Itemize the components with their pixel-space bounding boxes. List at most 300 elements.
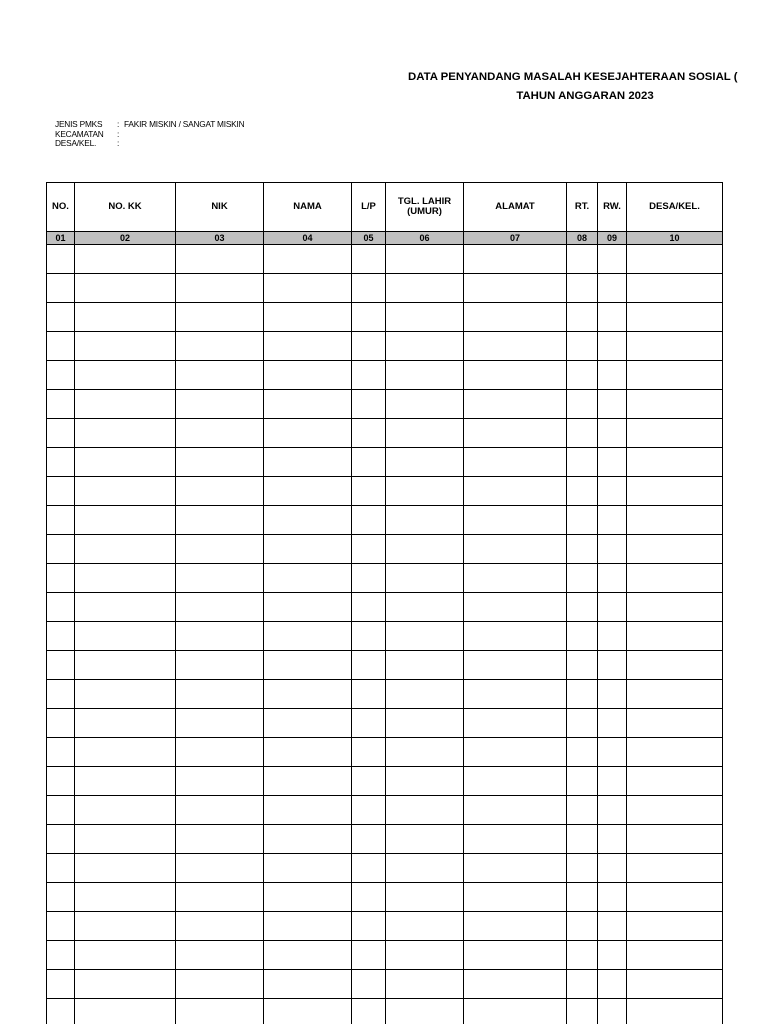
table-cell[interactable]	[386, 622, 464, 651]
table-cell[interactable]	[627, 767, 723, 796]
table-cell[interactable]	[352, 709, 386, 738]
table-cell[interactable]	[264, 274, 352, 303]
table-cell[interactable]	[386, 245, 464, 274]
table-cell[interactable]	[352, 622, 386, 651]
table-cell[interactable]	[176, 825, 264, 854]
table-cell[interactable]	[264, 854, 352, 883]
table-cell[interactable]	[598, 419, 627, 448]
table-cell[interactable]	[264, 796, 352, 825]
table-cell[interactable]	[352, 274, 386, 303]
table-cell[interactable]	[598, 593, 627, 622]
table-cell[interactable]	[386, 854, 464, 883]
table-cell[interactable]	[352, 448, 386, 477]
table-cell[interactable]	[75, 419, 176, 448]
table-cell[interactable]	[75, 767, 176, 796]
table-cell[interactable]	[598, 796, 627, 825]
table-cell[interactable]	[75, 738, 176, 767]
table-cell[interactable]	[47, 477, 75, 506]
table-cell[interactable]	[464, 825, 567, 854]
table-cell[interactable]	[75, 506, 176, 535]
table-cell[interactable]	[627, 738, 723, 767]
table-cell[interactable]	[176, 767, 264, 796]
table-cell[interactable]	[176, 999, 264, 1024]
table-cell[interactable]	[464, 564, 567, 593]
table-cell[interactable]	[352, 912, 386, 941]
table-cell[interactable]	[464, 738, 567, 767]
table-row	[47, 970, 723, 999]
table-cell[interactable]	[176, 883, 264, 912]
table-cell[interactable]	[352, 477, 386, 506]
info-separator: :	[117, 119, 120, 129]
table-cell[interactable]	[47, 535, 75, 564]
table-cell[interactable]	[386, 912, 464, 941]
table-cell[interactable]	[627, 361, 723, 390]
table-cell[interactable]	[567, 506, 598, 535]
table-cell[interactable]	[627, 506, 723, 535]
table-cell[interactable]	[598, 883, 627, 912]
table-cell[interactable]	[386, 941, 464, 970]
table-cell[interactable]	[567, 593, 598, 622]
table-cell[interactable]	[567, 448, 598, 477]
table-cell[interactable]	[47, 622, 75, 651]
table-cell[interactable]	[627, 274, 723, 303]
table-cell[interactable]	[464, 477, 567, 506]
table-cell[interactable]	[386, 303, 464, 332]
table-row	[47, 622, 723, 651]
info-separator: :	[117, 138, 120, 149]
table-cell[interactable]	[598, 564, 627, 593]
table-row	[47, 245, 723, 274]
table-cell[interactable]	[627, 796, 723, 825]
table-cell[interactable]	[47, 738, 75, 767]
table-cell[interactable]	[464, 767, 567, 796]
table-cell[interactable]	[47, 506, 75, 535]
table-cell[interactable]	[598, 245, 627, 274]
table-cell[interactable]	[264, 535, 352, 564]
table-cell[interactable]	[464, 448, 567, 477]
table-cell[interactable]	[47, 709, 75, 738]
table-cell[interactable]	[627, 477, 723, 506]
table-cell[interactable]	[598, 738, 627, 767]
table-cell[interactable]	[598, 912, 627, 941]
table-cell[interactable]	[598, 854, 627, 883]
table-cell[interactable]	[464, 535, 567, 564]
table-row	[47, 564, 723, 593]
table-cell[interactable]	[47, 564, 75, 593]
table-cell[interactable]	[464, 361, 567, 390]
table-cell[interactable]	[176, 274, 264, 303]
table-cell[interactable]	[464, 999, 567, 1024]
table-cell[interactable]	[352, 767, 386, 796]
table-cell[interactable]	[567, 274, 598, 303]
table-cell[interactable]	[176, 622, 264, 651]
table-cell[interactable]	[47, 912, 75, 941]
table-row	[47, 448, 723, 477]
table-cell[interactable]	[176, 738, 264, 767]
table-cell[interactable]	[176, 419, 264, 448]
table-cell[interactable]	[176, 361, 264, 390]
table-cell[interactable]	[567, 999, 598, 1024]
table-cell[interactable]	[264, 245, 352, 274]
table-cell[interactable]	[567, 883, 598, 912]
table-cell[interactable]	[47, 970, 75, 999]
table-cell[interactable]	[627, 825, 723, 854]
table-cell[interactable]	[176, 564, 264, 593]
table-cell[interactable]	[627, 999, 723, 1024]
table-cell[interactable]	[567, 709, 598, 738]
table-cell[interactable]	[176, 651, 264, 680]
document-title: DATA PENYANDANG MASALAH KESEJAHTERAAN SOSIAL (	[408, 71, 738, 83]
column-header: RT.	[567, 183, 598, 232]
table-cell[interactable]	[627, 622, 723, 651]
table-cell[interactable]	[75, 245, 176, 274]
table-cell[interactable]	[386, 738, 464, 767]
table-cell[interactable]	[567, 854, 598, 883]
table-cell[interactable]	[352, 796, 386, 825]
table-cell[interactable]	[75, 999, 176, 1024]
table-cell[interactable]	[264, 970, 352, 999]
table-cell[interactable]	[627, 448, 723, 477]
table-cell[interactable]	[386, 999, 464, 1024]
table-cell[interactable]	[176, 912, 264, 941]
table-cell[interactable]	[176, 448, 264, 477]
table-cell[interactable]	[627, 564, 723, 593]
table-cell[interactable]	[264, 564, 352, 593]
table-cell[interactable]	[47, 941, 75, 970]
table-cell[interactable]	[264, 361, 352, 390]
table-cell[interactable]	[352, 738, 386, 767]
table-cell[interactable]	[567, 825, 598, 854]
table-cell[interactable]	[386, 274, 464, 303]
table-cell[interactable]	[47, 390, 75, 419]
table-cell[interactable]	[386, 709, 464, 738]
table-cell[interactable]	[176, 593, 264, 622]
table-body	[47, 245, 723, 1024]
table-cell[interactable]	[386, 361, 464, 390]
table-cell[interactable]	[386, 564, 464, 593]
table-cell[interactable]	[176, 796, 264, 825]
table-cell[interactable]	[464, 303, 567, 332]
table-cell[interactable]	[598, 390, 627, 419]
document-subtitle: TAHUN ANGGARAN 2023	[516, 90, 654, 102]
table-cell[interactable]	[264, 709, 352, 738]
table-cell[interactable]	[627, 912, 723, 941]
column-header: RW.	[598, 183, 627, 232]
table-cell[interactable]	[598, 303, 627, 332]
table-row	[47, 999, 723, 1024]
table-cell[interactable]	[264, 419, 352, 448]
table-cell[interactable]	[598, 535, 627, 564]
table-cell[interactable]	[352, 941, 386, 970]
table-cell[interactable]	[264, 477, 352, 506]
table-cell[interactable]	[598, 999, 627, 1024]
table-cell[interactable]	[598, 970, 627, 999]
table-cell[interactable]	[464, 593, 567, 622]
table-cell[interactable]	[464, 883, 567, 912]
table-cell[interactable]	[598, 332, 627, 361]
table-cell[interactable]	[264, 332, 352, 361]
table-cell[interactable]	[598, 361, 627, 390]
column-number: 10	[627, 232, 723, 245]
table-cell[interactable]	[627, 970, 723, 999]
table-cell[interactable]	[176, 709, 264, 738]
table-cell[interactable]	[627, 419, 723, 448]
table-cell[interactable]	[352, 680, 386, 709]
table-cell[interactable]	[386, 825, 464, 854]
table-cell[interactable]	[464, 709, 567, 738]
table-cell[interactable]	[264, 912, 352, 941]
table-cell[interactable]	[264, 680, 352, 709]
table-cell[interactable]	[176, 941, 264, 970]
column-header: L/P	[352, 183, 386, 232]
table-cell[interactable]	[264, 506, 352, 535]
info-separator: :	[117, 128, 120, 139]
table-cell[interactable]	[264, 767, 352, 796]
table-cell[interactable]	[627, 941, 723, 970]
table-cell[interactable]	[75, 680, 176, 709]
table-cell[interactable]	[352, 419, 386, 448]
table-cell[interactable]	[464, 680, 567, 709]
table-cell[interactable]	[386, 390, 464, 419]
table-row	[47, 738, 723, 767]
table-cell[interactable]	[598, 825, 627, 854]
table-cell[interactable]	[352, 651, 386, 680]
table-cell[interactable]	[567, 361, 598, 390]
table-cell[interactable]	[47, 767, 75, 796]
table-cell[interactable]	[598, 767, 627, 796]
table-cell[interactable]	[47, 999, 75, 1024]
table-cell[interactable]	[176, 477, 264, 506]
table-cell[interactable]	[47, 303, 75, 332]
table-cell[interactable]	[47, 854, 75, 883]
table-cell[interactable]	[352, 535, 386, 564]
table-cell[interactable]	[598, 477, 627, 506]
table-cell[interactable]	[75, 332, 176, 361]
table-cell[interactable]	[386, 593, 464, 622]
table-cell[interactable]	[264, 941, 352, 970]
table-cell[interactable]	[75, 535, 176, 564]
table-cell[interactable]	[567, 767, 598, 796]
table-row	[47, 303, 723, 332]
table-cell[interactable]	[264, 593, 352, 622]
table-cell[interactable]	[47, 593, 75, 622]
table-cell[interactable]	[75, 825, 176, 854]
table-cell[interactable]	[176, 332, 264, 361]
table-cell[interactable]	[75, 390, 176, 419]
table-cell[interactable]	[264, 883, 352, 912]
table-cell[interactable]	[567, 796, 598, 825]
table-cell[interactable]	[627, 883, 723, 912]
table-cell[interactable]	[352, 506, 386, 535]
table-cell[interactable]	[352, 564, 386, 593]
table-cell[interactable]	[567, 245, 598, 274]
table-cell[interactable]	[386, 535, 464, 564]
table-cell[interactable]	[176, 535, 264, 564]
table-cell[interactable]	[176, 506, 264, 535]
table-cell[interactable]	[627, 303, 723, 332]
table-cell[interactable]	[598, 622, 627, 651]
table-row	[47, 274, 723, 303]
table-cell[interactable]	[264, 390, 352, 419]
table-cell[interactable]	[386, 506, 464, 535]
table-cell[interactable]	[386, 970, 464, 999]
table-cell[interactable]	[464, 506, 567, 535]
table-cell[interactable]	[627, 680, 723, 709]
table-row	[47, 506, 723, 535]
table-cell[interactable]	[47, 361, 75, 390]
table-row	[47, 709, 723, 738]
table-cell[interactable]	[598, 274, 627, 303]
table-cell[interactable]	[47, 651, 75, 680]
table-cell[interactable]	[264, 448, 352, 477]
table-cell[interactable]	[386, 651, 464, 680]
table-cell[interactable]	[464, 651, 567, 680]
table-cell[interactable]	[567, 622, 598, 651]
table-cell[interactable]	[352, 245, 386, 274]
table-cell[interactable]	[386, 767, 464, 796]
table-cell[interactable]	[352, 361, 386, 390]
table-cell[interactable]	[264, 303, 352, 332]
table-cell[interactable]	[598, 448, 627, 477]
table-cell[interactable]	[352, 825, 386, 854]
table-cell[interactable]	[598, 941, 627, 970]
table-row	[47, 361, 723, 390]
table-cell[interactable]	[627, 332, 723, 361]
table-cell[interactable]	[598, 680, 627, 709]
table-cell[interactable]	[176, 970, 264, 999]
table-cell[interactable]	[352, 593, 386, 622]
column-number-row	[47, 232, 723, 245]
table-cell[interactable]	[352, 883, 386, 912]
table-cell[interactable]	[75, 854, 176, 883]
table-cell[interactable]	[75, 883, 176, 912]
table-cell[interactable]	[567, 419, 598, 448]
table-cell[interactable]	[386, 477, 464, 506]
table-cell[interactable]	[627, 651, 723, 680]
table-cell[interactable]	[75, 622, 176, 651]
table-cell[interactable]	[75, 448, 176, 477]
table-cell[interactable]	[75, 477, 176, 506]
table-cell[interactable]	[47, 448, 75, 477]
table-cell[interactable]	[47, 419, 75, 448]
table-cell[interactable]	[75, 303, 176, 332]
table-cell[interactable]	[47, 274, 75, 303]
column-number: 02	[75, 232, 176, 245]
table-cell[interactable]	[567, 564, 598, 593]
table-cell[interactable]	[627, 593, 723, 622]
table-cell[interactable]	[567, 680, 598, 709]
column-number: 05	[352, 232, 386, 245]
table-cell[interactable]	[627, 245, 723, 274]
table-cell[interactable]	[176, 854, 264, 883]
table-cell[interactable]	[75, 912, 176, 941]
table-cell[interactable]	[176, 680, 264, 709]
table-cell[interactable]	[75, 274, 176, 303]
table-cell[interactable]	[567, 303, 598, 332]
table-cell[interactable]	[352, 332, 386, 361]
table-cell[interactable]	[464, 332, 567, 361]
table-cell[interactable]	[264, 999, 352, 1024]
table-row	[47, 825, 723, 854]
table-cell[interactable]	[464, 970, 567, 999]
column-header: DESA/KEL.	[627, 183, 723, 232]
table-cell[interactable]	[567, 738, 598, 767]
table-cell[interactable]	[264, 651, 352, 680]
table-cell[interactable]	[386, 332, 464, 361]
table-cell[interactable]	[352, 303, 386, 332]
info-label: JENIS PMKS	[55, 119, 103, 129]
table-cell[interactable]	[567, 535, 598, 564]
table-cell[interactable]	[75, 564, 176, 593]
table-cell[interactable]	[627, 535, 723, 564]
table-cell[interactable]	[352, 999, 386, 1024]
table-cell[interactable]	[464, 274, 567, 303]
table-cell[interactable]	[464, 796, 567, 825]
table-cell[interactable]	[176, 390, 264, 419]
table-cell[interactable]	[47, 332, 75, 361]
table-cell[interactable]	[386, 419, 464, 448]
table-cell[interactable]	[75, 593, 176, 622]
table-cell[interactable]	[464, 912, 567, 941]
table-cell[interactable]	[47, 796, 75, 825]
table-cell[interactable]	[386, 883, 464, 912]
table-cell[interactable]	[567, 390, 598, 419]
table-cell[interactable]	[75, 709, 176, 738]
column-number: 04	[264, 232, 352, 245]
table-cell[interactable]	[464, 245, 567, 274]
table-cell[interactable]	[47, 825, 75, 854]
table-row	[47, 535, 723, 564]
table-cell[interactable]	[47, 883, 75, 912]
table-cell[interactable]	[386, 448, 464, 477]
table-cell[interactable]	[464, 419, 567, 448]
table-cell[interactable]	[627, 854, 723, 883]
table-cell[interactable]	[598, 709, 627, 738]
table-cell[interactable]	[567, 651, 598, 680]
table-cell[interactable]	[464, 390, 567, 419]
table-cell[interactable]	[567, 912, 598, 941]
table-cell[interactable]	[386, 796, 464, 825]
table-cell[interactable]	[352, 390, 386, 419]
table-cell[interactable]	[75, 361, 176, 390]
table-cell[interactable]	[352, 854, 386, 883]
table-cell[interactable]	[264, 622, 352, 651]
table-cell[interactable]	[598, 651, 627, 680]
table-cell[interactable]	[176, 245, 264, 274]
table-cell[interactable]	[75, 970, 176, 999]
table-cell[interactable]	[567, 970, 598, 999]
table-cell[interactable]	[598, 506, 627, 535]
table-cell[interactable]	[386, 680, 464, 709]
table-cell[interactable]	[176, 303, 264, 332]
table-cell[interactable]	[464, 941, 567, 970]
table-cell[interactable]	[627, 390, 723, 419]
table-cell[interactable]	[464, 854, 567, 883]
table-cell[interactable]	[75, 651, 176, 680]
table-cell[interactable]	[264, 738, 352, 767]
table-cell[interactable]	[567, 941, 598, 970]
table-cell[interactable]	[567, 332, 598, 361]
table-cell[interactable]	[264, 825, 352, 854]
table-cell[interactable]	[464, 622, 567, 651]
table-cell[interactable]	[567, 477, 598, 506]
table-cell[interactable]	[47, 245, 75, 274]
table-cell[interactable]	[352, 970, 386, 999]
table-cell[interactable]	[75, 941, 176, 970]
table-cell[interactable]	[75, 796, 176, 825]
table-cell[interactable]	[627, 709, 723, 738]
table-cell[interactable]	[47, 680, 75, 709]
